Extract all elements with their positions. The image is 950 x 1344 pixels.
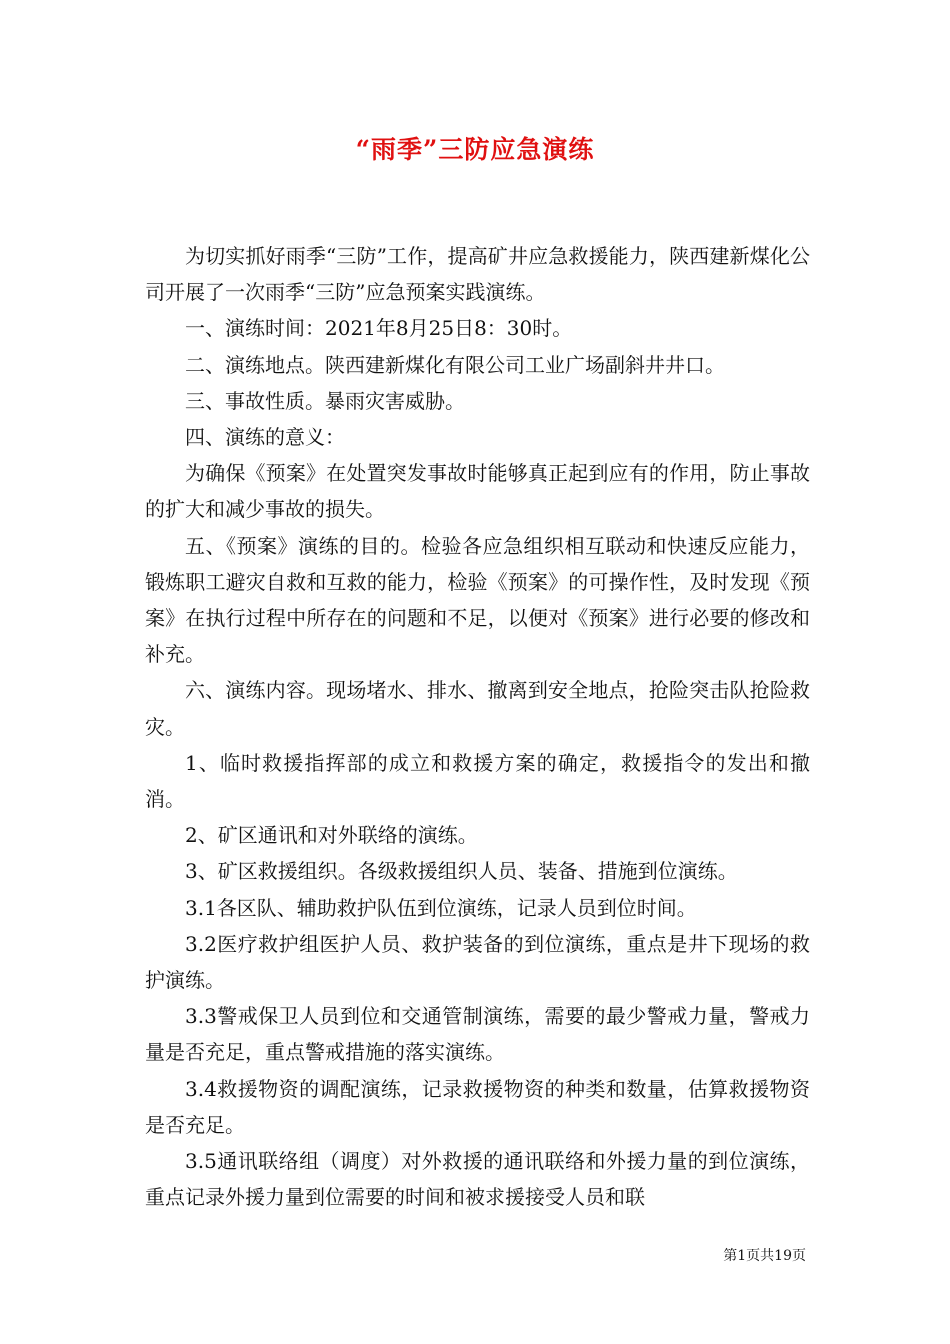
paragraph: 3.3警戒保卫人员到位和交通管制演练，需要的最少警戒力量，警戒力量是否充足，重点警戒措施的落实演练。: [145, 1004, 810, 1065]
document-body: [145, 238, 810, 1215]
paragraph: 3.5通讯联络组（调度）对外救援的通讯联络和外援力量的到位演练，重点记录外援力量到位需要的时间和被求援接受人员和联: [145, 1149, 810, 1210]
paragraph: 3、矿区救援组织。各级救援组织人员、装备、措施到位演练。: [185, 859, 738, 884]
paragraph: 三、事故性质。暴雨灾害威胁。: [185, 388, 465, 413]
paragraph: 3.1各区队、辅助救护队伍到位演练，记录人员到位时间。: [185, 895, 697, 920]
document-title: “雨季”三防应急演练: [355, 135, 595, 164]
paragraph: 五、《预案》演练的目的。检验各应急组织相互联动和快速反应能力，锻炼职工避灾自救和互救的能力，检验《预案》的可操作性，及时发现《预案》在执行过程中所存在的问题和不足，以便对《预案》进行必要的修改和补充。: [145, 533, 810, 667]
page-number: 第1页共19页: [723, 1248, 806, 1264]
paragraph: 四、演练的意义：: [185, 425, 345, 450]
paragraph: 为切实抓好雨季“三防”工作，提高矿井应急救援能力，陕西建新煤化公司开展了一次雨季“三防”应急预案实践演练。: [145, 244, 810, 305]
paragraph: 一、演练时间：2021年8月25日8：30时。: [185, 316, 573, 341]
paragraph: 3.2医疗救护组医护人员、救护装备的到位演练，重点是井下现场的救护演练。: [145, 931, 810, 993]
paragraph: 1、临时救援指挥部的成立和救援方案的确定，救援指令的发出和撤消。: [145, 750, 810, 812]
paragraph: 为确保《预案》在处置突发事故时能够真正起到应有的作用，防止事故的扩大和减少事故的损失。: [145, 461, 810, 522]
paragraph: 六、演练内容。现场堵水、排水、撤离到安全地点，抢险突击队抢险救灾。: [145, 678, 810, 739]
paragraph: 3.4救援物资的调配演练，记录救援物资的种类和数量，估算救援物资是否充足。: [145, 1076, 810, 1137]
paragraph: 二、演练地点。陕西建新煤化有限公司工业广场副斜井井口。: [185, 352, 725, 377]
paragraph: 2、矿区通讯和对外联络的演练。: [185, 823, 478, 848]
